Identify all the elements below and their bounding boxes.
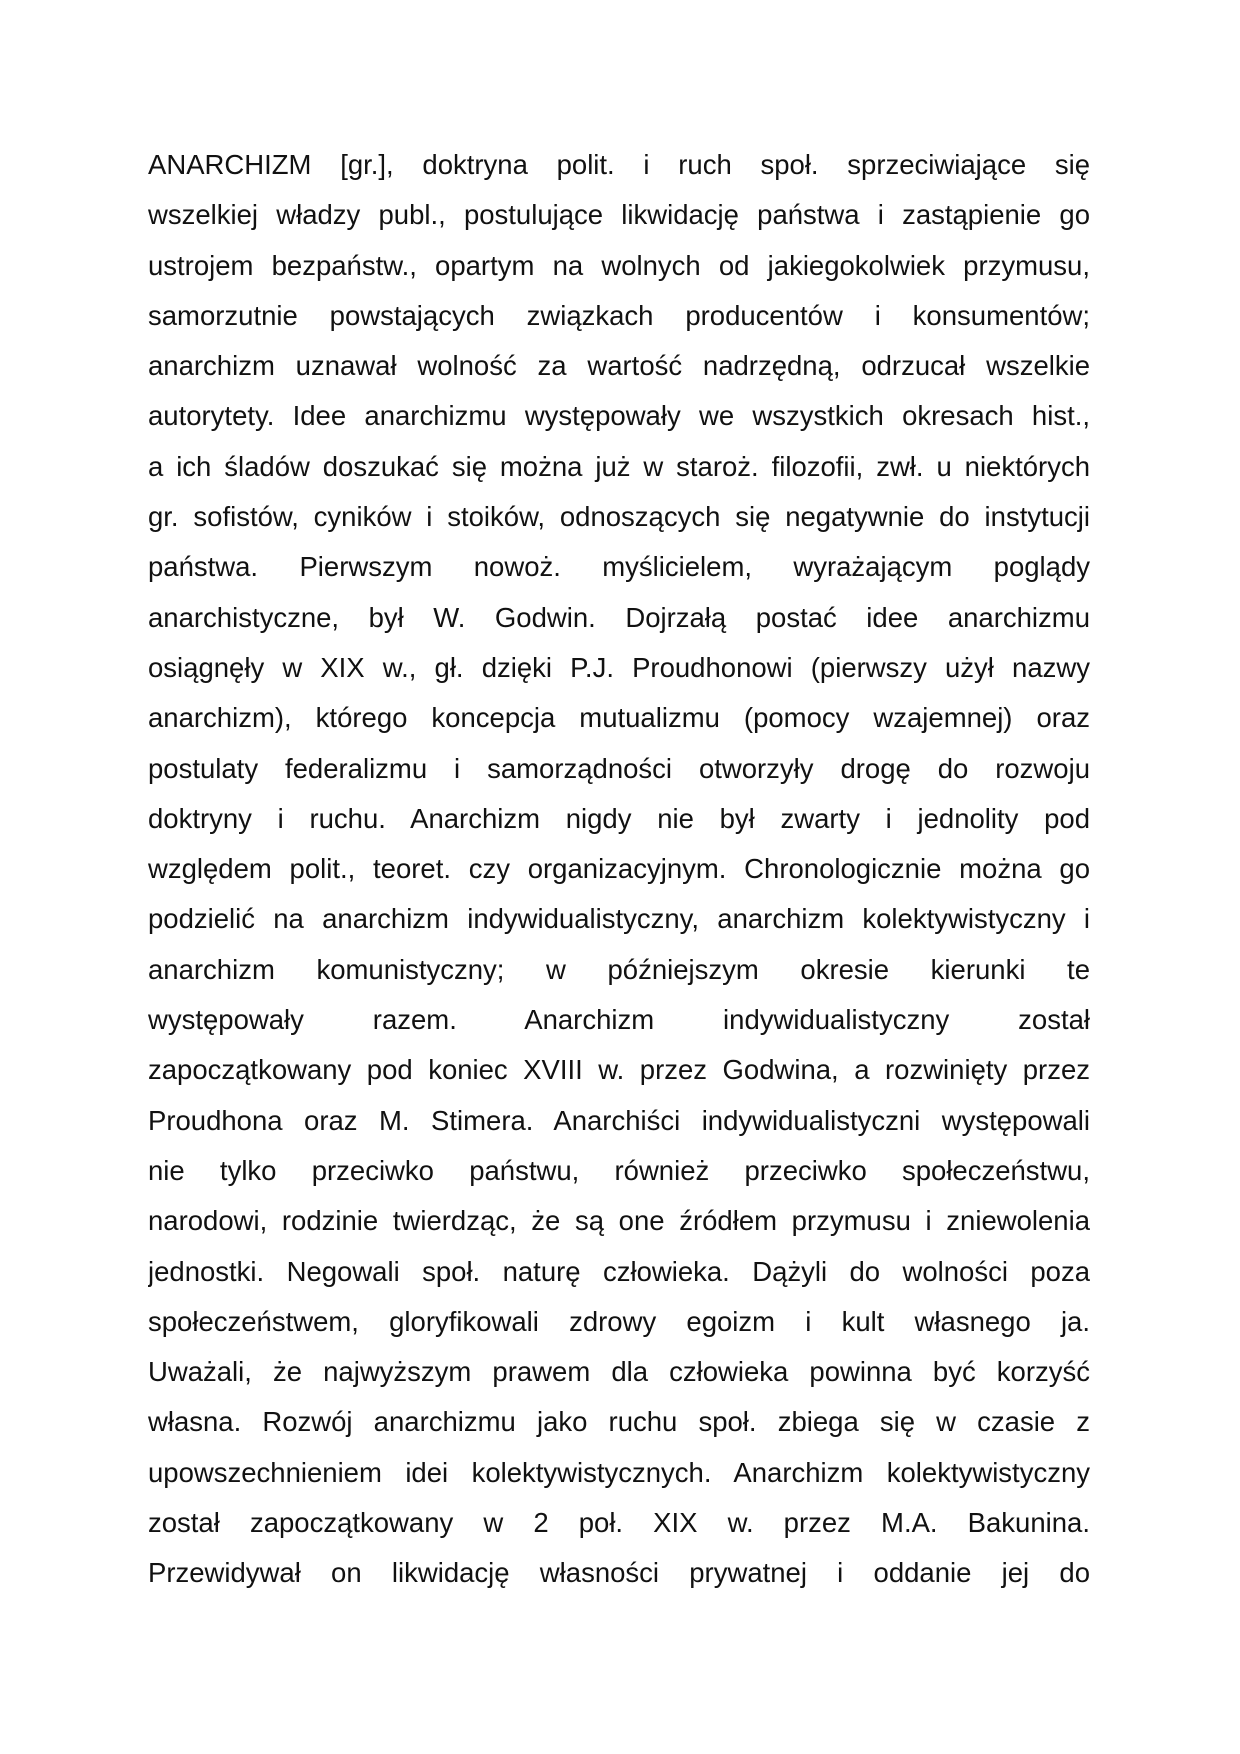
text-line: gr. sofistów, cyników i stoików, odnoszących się negatywnie do instytucji [148,501,1090,533]
text-line: ANARCHIZM [gr.], doktryna polit. i ruch społ. sprzeciwiające się [148,149,1090,180]
text-line: względem polit., teoret. czy organizacyjnym. Chronologicznie można go [148,853,1090,885]
text-line: anarchizm), którego koncepcja mutualizmu (pomocy wzajemnej) oraz [148,702,1090,734]
text-line: Uważali, że najwyższym prawem dla człowieka powinna być korzyść [148,1356,1090,1388]
text-line: anarchizm komunistyczny; w późniejszym okresie kierunki te [148,953,1090,985]
text-line: jednostki. Negowali społ. naturę człowieka. Dążyli do wolności poza [148,1255,1090,1287]
text-line: postulaty federalizmu i samorządności otworzyły drogę do rozwoju [148,752,1090,784]
text-line: anarchizm uznawał wolność za wartość nadrzędną, odrzucał wszelkie [148,350,1090,382]
text-line: narodowi, rodzinie twierdząc, że są one źródłem przymusu i zniewolenia [148,1205,1090,1237]
text-line: został zapoczątkowany w 2 poł. XIX w. przez M.A. Bakunina. [148,1507,1090,1539]
text-line: państwa. Pierwszym nowoż. myślicielem, wyrażającym poglądy [148,551,1090,583]
text-line: nie tylko przeciwko państwu, również przeciwko społeczeństwu, [148,1154,1090,1186]
text-line: samorzutnie powstających związkach producentów i konsumentów; [148,299,1090,331]
text-line: wszelkiej władzy publ., postulujące likwidację państwa i zastąpienie go [148,199,1090,231]
text-line: występowały razem. Anarchizm indywidualistyczny został [148,1004,1090,1036]
text-line: własna. Rozwój anarchizmu jako ruchu społ. zbiega się w czasie z [148,1406,1090,1438]
text-line: a ich śladów doszukać się można już w staroż. filozofii, zwł. u niektórych [148,450,1090,482]
text-line: autorytety. Idee anarchizmu występowały we wszystkich okresach hist., [148,400,1090,432]
text-line: ustrojem bezpaństw., opartym na wolnych od jakiegokolwiek przymusu, [148,249,1090,281]
text-line: anarchistyczne, był W. Godwin. Dojrzałą postać idee anarchizmu [148,601,1090,633]
text-line: upowszechnieniem idei kolektywistycznych. Anarchizm kolektywistyczny [148,1456,1090,1488]
text-line: osiągnęły w XIX w., gł. dzięki P.J. Proudhonowi (pierwszy użył nazwy [148,651,1090,683]
body-text [148,140,1090,1599]
text-line: podzielić na anarchizm indywidualistyczny, anarchizm kolektywistyczny i [148,903,1090,935]
text-line: zapoczątkowany pod koniec XVIII w. przez Godwina, a rozwinięty przez [148,1054,1090,1086]
text-line: społeczeństwem, gloryfikowali zdrowy egoizm i kult własnego ja. [148,1305,1090,1337]
text-line: doktryny i ruchu. Anarchizm nigdy nie był zwarty i jednolity pod [148,802,1090,834]
text-line: Przewidywał on likwidację własności prywatnej i oddanie jej do [148,1557,1090,1589]
text-line: Proudhona oraz M. Stimera. Anarchiści indywidualistyczni występowali [148,1104,1090,1136]
